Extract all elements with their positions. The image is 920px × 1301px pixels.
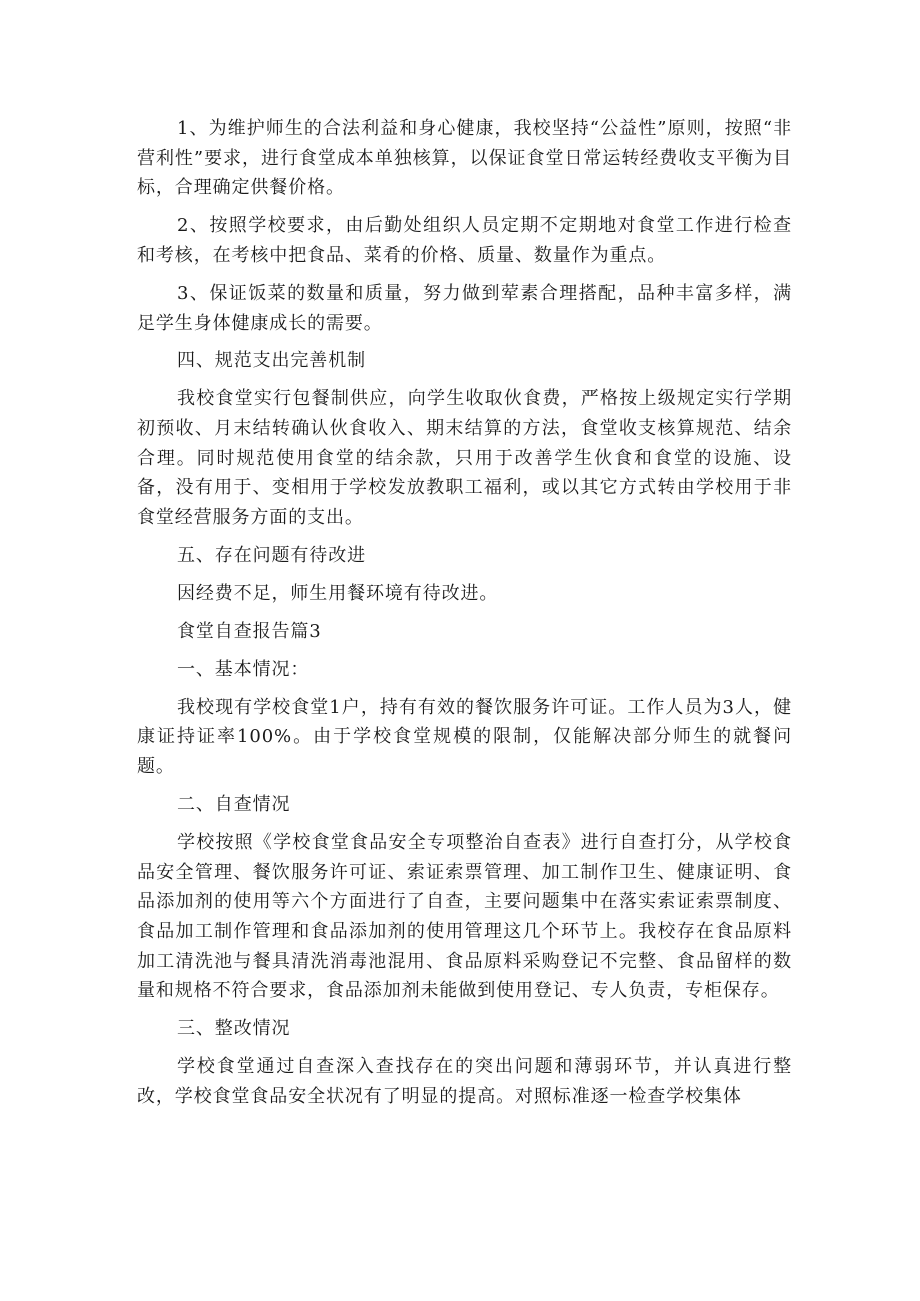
document-body: [137, 114, 792, 1120]
section-heading-self-check: 二、自查情况: [177, 793, 291, 815]
paragraph-rectification: 学校食堂通过自查深入查找存在的突出问题和薄弱环节，并认真进行整改，学校食堂食品安全状况有了明显的提高。对照标准逐一检查学校集体: [137, 1056, 792, 1107]
paragraph-item-3: 3、保证饭菜的数量和质量，努力做到荤素合理搭配，品种丰富多样，满足学生身体健康成长的需要。: [137, 282, 792, 334]
section-heading-4: 四、规范支出完善机制: [177, 350, 366, 372]
paragraph-item-1: 1、为维护师生的合法利益和身心健康，我校坚持“公益性”原则，按照“非营利性”要求，进行食堂成本单独核算，以保证食堂日常运转经费收支平衡为目标，合理确定供餐价格。: [137, 118, 792, 199]
section-heading-rectification: 三、整改情况: [177, 1018, 291, 1040]
paragraph-item-2: 2、按照学校要求，由后勤处组织人员定期不定期地对食堂工作进行检查和考核，在考核中把食品、菜肴的价格、质量、数量作为重点。: [137, 215, 792, 266]
section-heading-basic: 一、基本情况：: [177, 658, 310, 680]
section-heading-5: 五、存在问题有待改进: [177, 545, 366, 567]
paragraph-basic-info: 我校现有学校食堂1户，持有有效的餐饮服务许可证。工作人员为3人，健康证持证率100%。由于学校食堂规模的限制，仅能解决部分师生的就餐问题。: [137, 696, 792, 778]
paragraph-expenditure: 我校食堂实行包餐制供应，向学生收取伙食费，严格按上级规定实行学期初预收、月末结转确认伙食收入、期末结算的方法，食堂收支核算规范、结余合理。同时规范使用食堂的结余款，只用于改善学生伙食和食堂的设施、设备，没有用于、变相用于学校发放教职工福利，或以其它方式转由学校用于非食堂经营服务方面的支出。: [137, 388, 792, 529]
report-title-3: 食堂自查报告篇3: [177, 620, 322, 642]
paragraph-self-check: 学校按照《学校食堂食品安全专项整治自查表》进行自查打分，从学校食品安全管理、餐饮服务许可证、索证索票管理、加工制作卫生、健康证明、食品添加剂的使用等六个方面进行了自查，主要问题集中在落实索证索票制度、食品加工制作管理和食品添加剂的使用管理这几个环节上。我校存在食品原料加工清洗池与餐具清洗消毒池混用、食品原料采购登记不完整、食品留样的数量和规格不符合要求，食品添加剂未能做到使用登记、专人负责，专柜保存。: [137, 831, 792, 1002]
paragraph-problems: 因经费不足，师生用餐环境有待改进。: [177, 582, 499, 604]
